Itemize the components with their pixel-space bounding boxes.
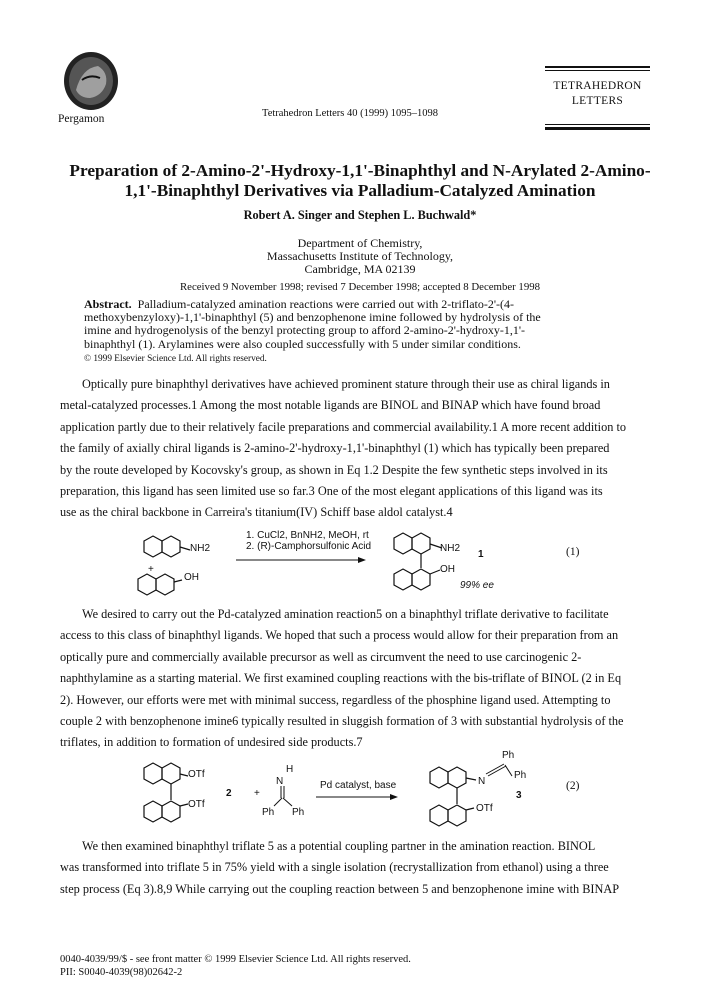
para-line: the family of axially chiral ligands is 2-amino-2'-hydroxy-1,1'-binaphthyl (1) which has typically been prepared (60, 441, 610, 456)
scheme-1 (140, 530, 610, 610)
ph-left: Ph (262, 807, 275, 818)
product-n: N (478, 776, 486, 787)
article-title-line2: 1,1'-Binaphthyl Derivatives via Palladium-Catalyzed Amination (124, 181, 596, 200)
plus-sign: + (148, 564, 154, 575)
para-line: access to this class of binaphthyl ligands. We hoped that such a process would allow for their preparation from an (60, 628, 619, 643)
enantiomeric-excess: 99% ee (460, 580, 494, 591)
para-line: optically pure and commercially available precursor as well as circumvent the need to use carcinogenic 2- (60, 649, 582, 664)
affiliation-line3: Cambridge, MA 02139 (304, 262, 416, 276)
abstract-label: Abstract. (84, 297, 132, 311)
para-line: step process (Eq 3).8,9 While carrying out the coupling reaction between 5 and benzophenone imine with BINAP (60, 881, 620, 896)
naphthol-reactant (134, 570, 188, 600)
product-number-1: 1 (478, 549, 484, 560)
para-line: metal-catalyzed processes.1 Among the most notable ligands are BINOL and BINAP which have found broad (60, 398, 601, 413)
para-line: triflates, in addition to formation of undesired side products.7 (60, 735, 363, 750)
journal-name-line2: LETTERS (571, 95, 624, 107)
otf-top: OTf (188, 769, 205, 780)
product-ph-top: Ph (502, 750, 515, 761)
para-line: was transformed into triflate 5 in 75% yield with a single isolation (recrystallization from ethanol) using a three (60, 860, 609, 875)
para-line: Optically pure binaphthyl derivatives have achieved prominent stature through their use as chiral ligands in (82, 377, 610, 391)
plus-sign: + (254, 788, 260, 799)
reaction-arrow-1 (236, 555, 366, 565)
product-oh: OH (440, 564, 455, 575)
journal-citation: Tetrahedron Letters 40 (1999) 1095–1098 (262, 108, 438, 119)
reagent-step1: 1. CuCl2, BnNH2, MeOH, rt (246, 530, 369, 541)
journal-rule-top (545, 66, 650, 68)
para-line: by the route developed by Kocovsky's group, as shown in Eq 1.2 Despite the few synthetic steps involved in its (60, 462, 608, 477)
abstract-line: binaphthyl (1). Arylamines were also coupled successfully with 5 under similar conditions. (84, 336, 521, 351)
reaction-arrow-2 (316, 792, 398, 802)
affiliation-line1: Department of Chemistry, (297, 236, 423, 250)
affiliation-line2: Massachusetts Institute of Technology, (266, 249, 454, 263)
abstract (84, 298, 646, 366)
paragraph-3 (60, 836, 662, 900)
journal-rule-bottom (545, 127, 650, 130)
abstract-line: imine and hydrogenolysis of the benzyl protecting group to afford 2-amino-2'-hydroxy-1,1'- (84, 323, 525, 338)
reactant-nh2: NH2 (190, 543, 211, 554)
equation-number-1: (1) (566, 546, 580, 558)
publisher-logo (62, 50, 120, 112)
imine-n: N (276, 776, 284, 787)
reactant-oh: OH (184, 572, 199, 583)
reagent-pd: Pd catalyst, base (320, 780, 397, 791)
footer-front-matter: 0040-4039/99/$ - see front matter © 1999 Elsevier Science Ltd. All rights reserved. (60, 954, 411, 965)
publisher-name: Pergamon (58, 113, 105, 125)
para-line: naphthylamine as a starting material. We first examined coupling reactions with the bis-triflate of BINOL (2 in Eq (60, 671, 622, 686)
product-ph-right: Ph (514, 770, 527, 781)
product-otf: OTf (476, 803, 493, 814)
ph-right: Ph (292, 807, 305, 818)
para-line: application partly due to their relatively facile preparations and commercial availability.1 A more recent addition to (60, 419, 627, 434)
article-dates: Received 9 November 1998; revised 7 December 1998; accepted 8 December 1998 (179, 281, 541, 293)
imine-product-3 (426, 758, 526, 834)
para-line: We then examined binaphthyl triflate 5 as a potential coupling partner in the amination reaction. BINOL (82, 839, 596, 853)
paragraph-2 (60, 604, 662, 754)
imine-h: H (286, 764, 294, 775)
para-line: couple 2 with benzophenone imine6 typically resulted in sluggish formation of 3 with substantial hydrolysis of the (60, 714, 624, 729)
para-line: use as the chiral backbone in Carreira's titanium(IV) Schiff base aldol catalyst.4 (60, 505, 453, 520)
journal-rule-bottom-thin (545, 124, 650, 125)
otf-bottom: OTf (188, 799, 205, 810)
product-nh2: NH2 (440, 543, 461, 554)
journal-rule-top-thin (545, 70, 650, 71)
compound-number-2: 2 (226, 788, 232, 799)
abstract-line: methoxybenzyloxy)-1,1'-binaphthyl (5) and benzophenone imine followed by hydrolysis of the (84, 310, 541, 325)
copyright-line: © 1999 Elsevier Science Ltd. All rights reserved. (84, 353, 267, 364)
article-authors: Robert A. Singer and Stephen L. Buchwald* (243, 208, 477, 222)
footer-pii: PII: S0040-4039(98)02642-2 (60, 967, 183, 978)
naphthalene-reactant-1 (140, 532, 194, 562)
scheme-2 (140, 750, 610, 838)
para-line: We desired to carry out the Pd-catalyzed amination reaction5 on a binaphthyl triflate derivative to facilitate (82, 607, 609, 621)
paragraph-1 (60, 374, 662, 524)
compound-number-3: 3 (516, 790, 522, 801)
reagent-step2: 2. (R)-Camphorsulfonic Acid (246, 541, 372, 552)
journal-name-line1: TETRAHEDRON (553, 80, 642, 92)
article-title-line1: Preparation of 2-Amino-2'-Hydroxy-1,1'-Binaphthyl and N-Arylated 2-Amino- (69, 161, 651, 180)
para-line: preparation, this ligand has seen limited use so far.3 One of the most elegant applications of this ligand was its (60, 484, 603, 499)
para-line: 2). However, our efforts were met with minimal success, regardless of the phosphine ligand used. Attempting to (60, 692, 611, 707)
abstract-text: Palladium-catalyzed amination reactions were carried out with 2-triflato-2'-(4- (137, 297, 514, 311)
equation-number-2: (2) (566, 780, 580, 792)
